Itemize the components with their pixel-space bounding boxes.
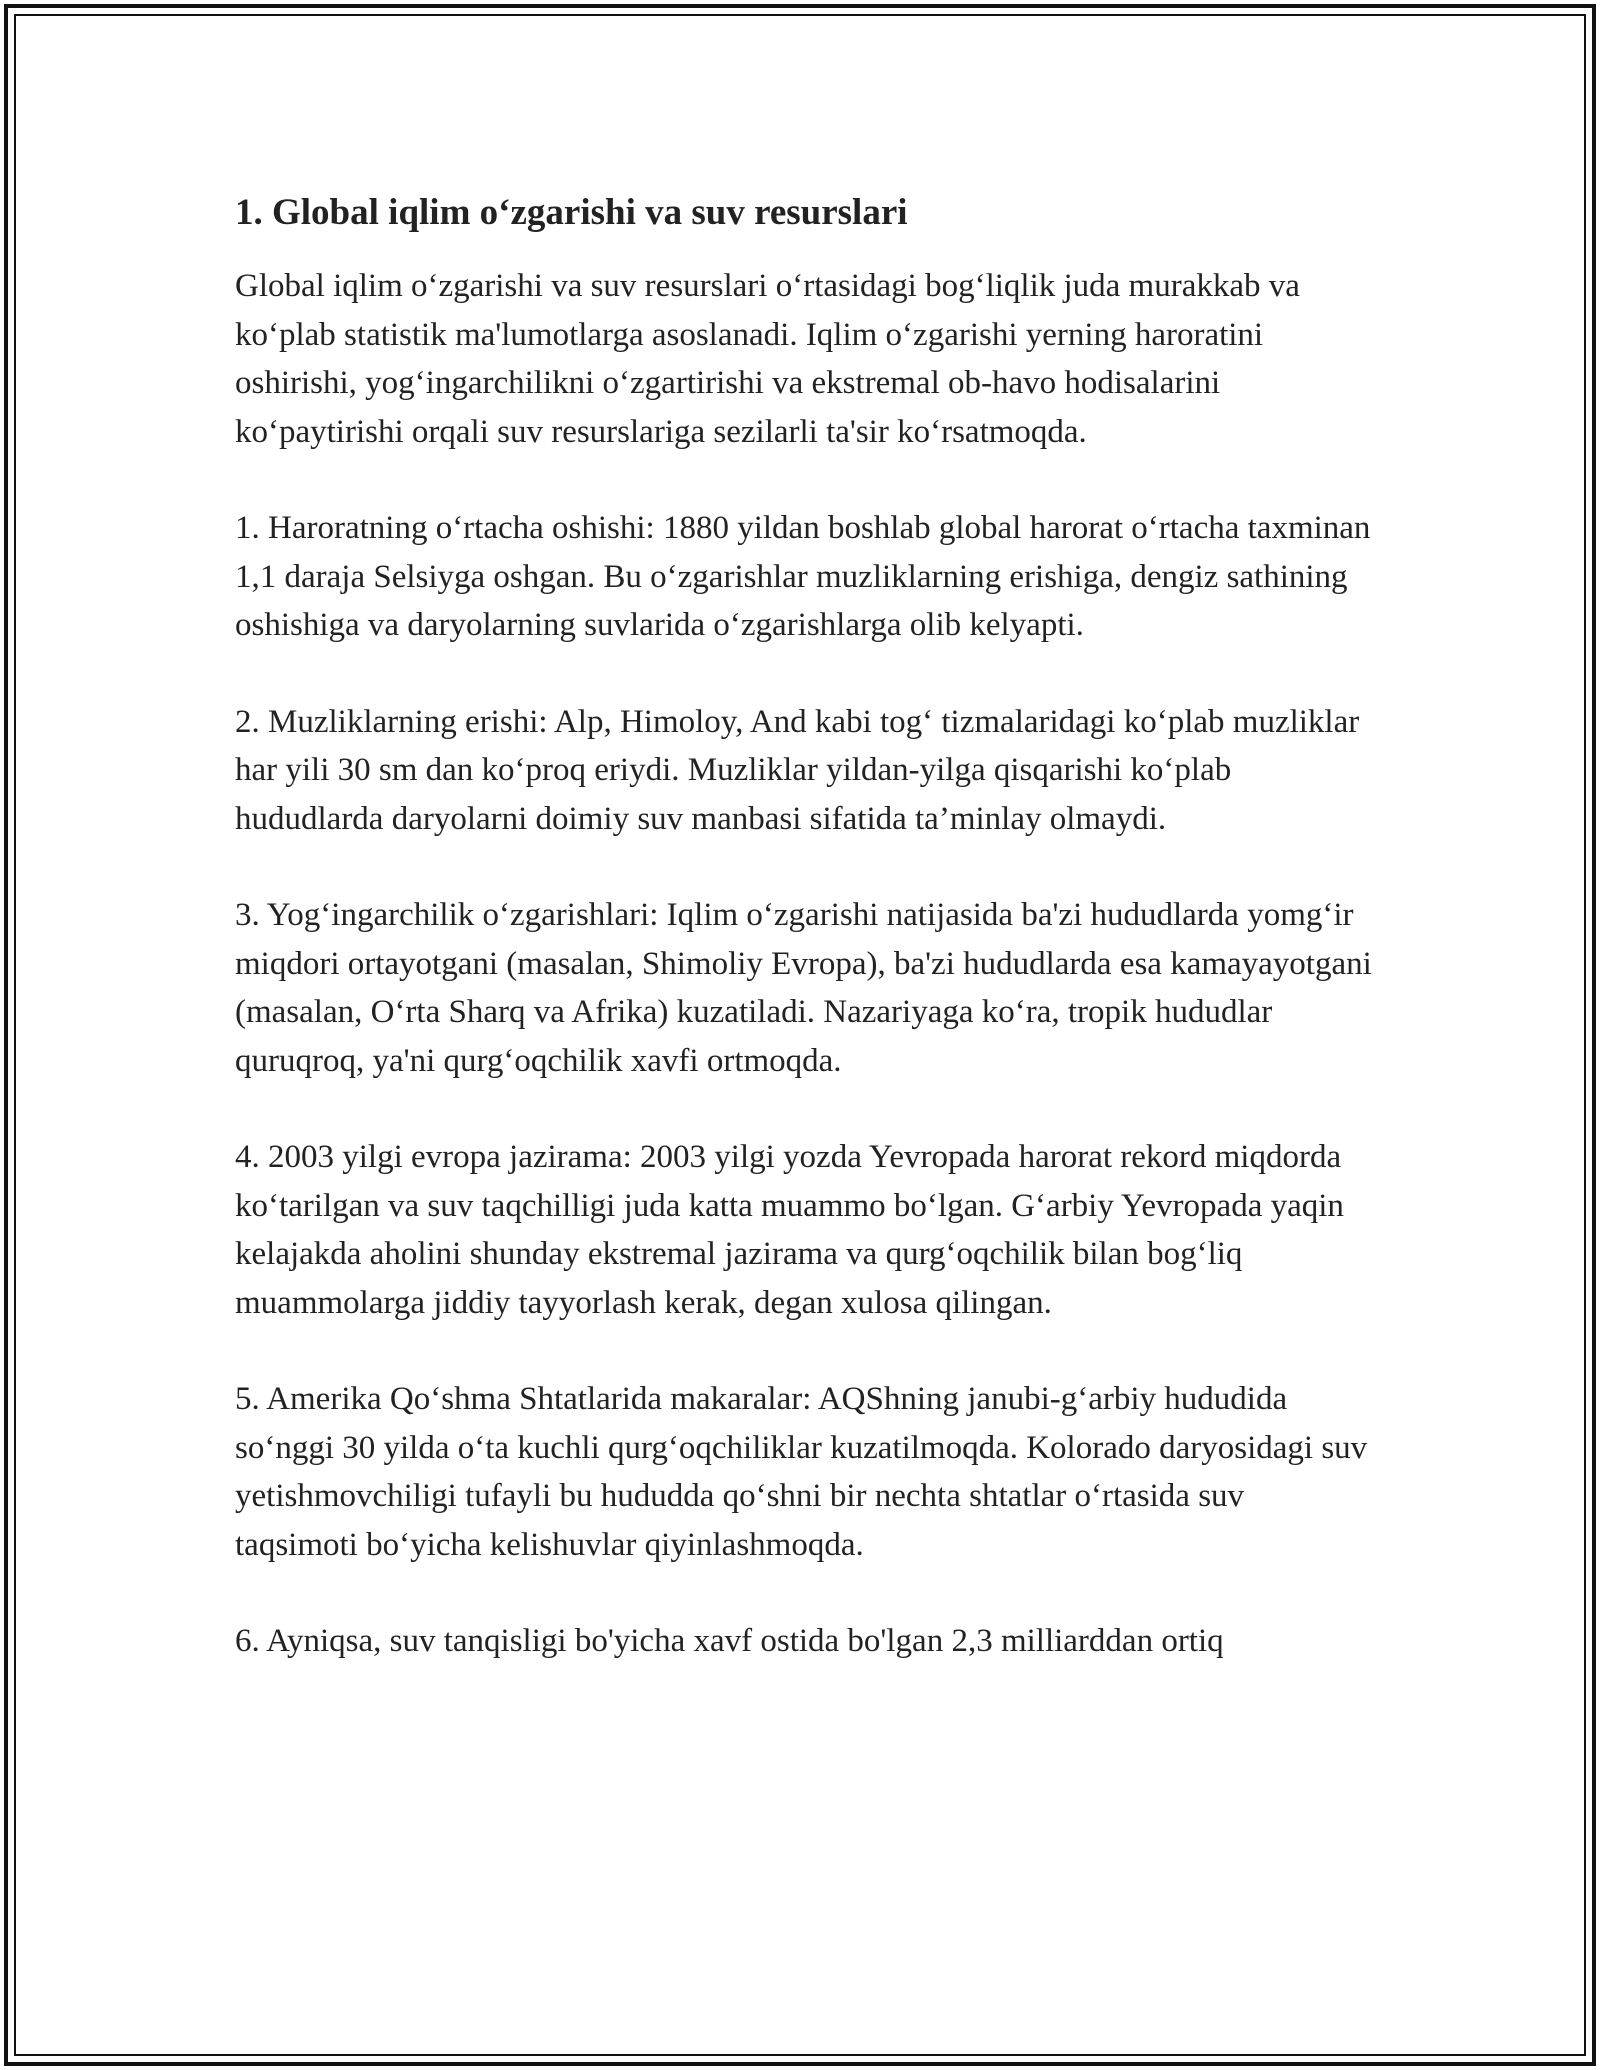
paragraph-europe-heatwave: 4. 2003 yilgi evropa jazirama: 2003 yilgi yozda Yevropada harorat rekord miqdorda ko‘tarilgan va suv taqchilligi juda katta muammo bo‘lgan. G‘arbiy Yevropada yaqin kelajakda aholini shunday ekstremal jazirama va qurg‘oqchilik bilan bog‘liq muammolarga jiddiy tayyorlash kerak, degan xulosa qilingan. [235,1139,1344,1321]
intro-paragraph: Global iqlim o‘zgarishi va suv resurslari o‘rtasidagi bog‘liqlik juda murakkab va ko‘plab statistik ma'lumotlarga asoslanadi. Iqlim o‘zgarishi yerning haroratini oshirishi, yog‘ingarchilikni o‘zgartirishi va ekstremal ob-havo hodisalarini ko‘paytirishi orqali suv resurslariga sezilarli ta'sir ko‘rsatmoqda. [235,268,1300,450]
document-body [235,188,1375,1666]
paragraph-glacier-melting: 2. Muzliklarning erishi: Alp, Himoloy, And kabi tog‘ tizmalaridagi ko‘plab muzliklar har yili 30 sm dan ko‘proq eriydi. Muzliklar yildan-yilga qisqarishi ko‘plab hududlarda daryolarni doimiy suv manbasi sifatida ta’minlay olmaydi. [235,703,1360,837]
paragraph-water-scarcity: 6. Ayniqsa, suv tanqisligi bo'yicha xavf ostida bo'lgan 2,3 milliarddan ortiq [235,1623,1224,1659]
paragraph-precipitation-changes: 3. Yog‘ingarchilik o‘zgarishlari: Iqlim o‘zgarishi natijasida ba'zi hududlarda yomg‘ir miqdori ortayotgani (masalan, Shimoliy Evropa), ba'zi hududlarda esa kamayayotgani (masalan, O‘rta Sharq va Afrika) kuzatiladi. Nazariyaga ko‘ra, tropik hududlar quruqroq, ya'ni qurg‘oqchilik xavfi ortmoqda. [235,897,1372,1079]
document-title: 1. Global iqlim o‘zgarishi va suv resurslari [235,192,908,233]
paragraph-temperature-rise: 1. Haroratning o‘rtacha oshishi: 1880 yildan boshlab global harorat o‘rtacha taxminan 1,1 daraja Selsiyga oshgan. Bu o‘zgarishlar muzliklarning erishiga, dengiz sathining oshishiga va daryolarning suvlarida o‘zgarishlarga olib kelyapti. [235,510,1371,643]
paragraph-usa-drought: 5. Amerika Qo‘shma Shtatlarida makaralar: AQShning janubi-g‘arbiy hududida so‘nggi 30 yilda o‘ta kuchli qurg‘oqchiliklar kuzatilmoqda. Kolorado daryosidagi suv yetishmovchiligi tufayli bu hududda qo‘shni bir nechta shtatlar o‘rtasida suv taqsimoti bo‘yicha kelishuvlar qiyinlashmoqda. [235,1381,1368,1563]
